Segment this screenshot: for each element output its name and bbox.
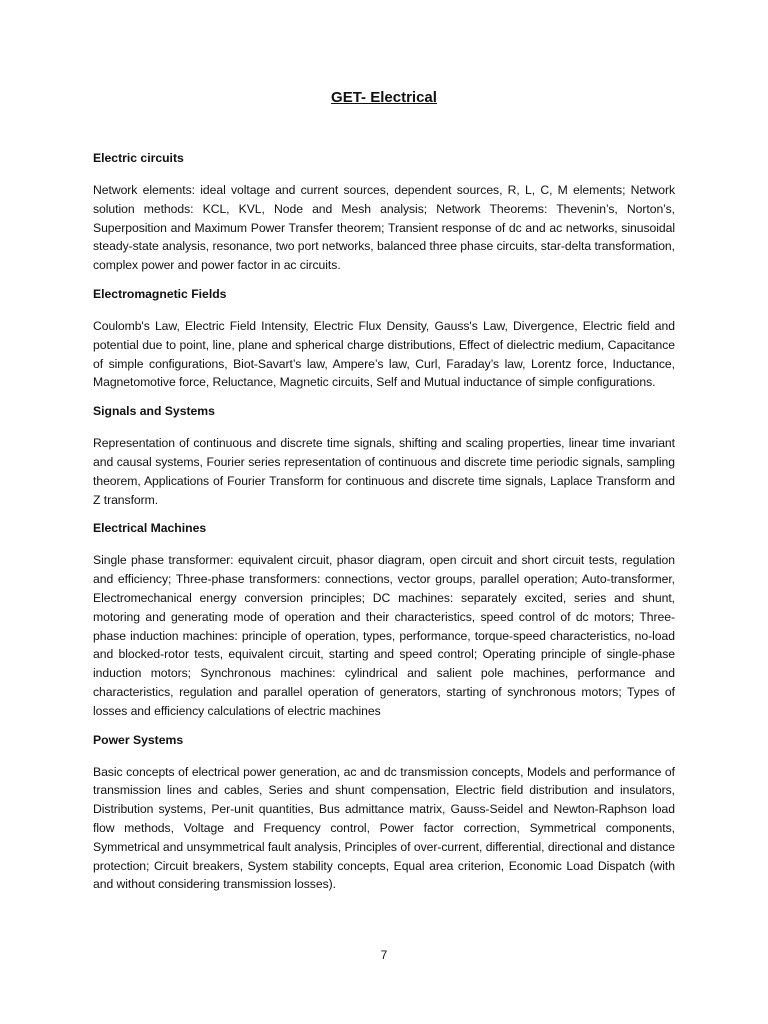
section-power-systems — [93, 732, 675, 895]
section-body: Basic concepts of electrical power generation, ac and dc transmission concepts, Models and performance of transmission lines and cables, Series and shunt compensation, Electric field distribution and insulators, Distribution systems, Per-unit quantities, Bus admittance matrix, Gauss-Seidel and Newton-Raphson load flow methods, Voltage and Frequency control, Power factor correction, Symmetrical components, Symmetrical and unsymmetrical fault analysis, Principles of over-current, differential, directional and distance protection; Circuit breakers, System stability concepts, Equal area criterion, Economic Load Dispatch (with and without considering transmission losses). — [93, 764, 675, 892]
section-heading: Electromagnetic Fields — [93, 286, 227, 301]
section-body: Coulomb's Law, Electric Field Intensity, Electric Flux Density, Gauss's Law, Divergence, Electric field and potential due to point, line, plane and spherical charge distributions, Effect of dielectric medium, Capacitance of simple configurations, Biot-Savart’s law, Ampere’s law, Curl, Faraday’s law, Lorentz force, Inductance, Magnetomotive force, Reluctance, Magnetic circuits, Self and Mutual inductance of simple configurations. — [93, 318, 675, 390]
section-electromagnetic-fields — [93, 286, 675, 392]
section-heading: Electric circuits — [93, 151, 184, 165]
section-body: Representation of continuous and discrete time signals, shifting and scaling properties, linear time invariant and causal systems, Fourier series representation of continuous and discrete time periodic signals, sampling theorem, Applications of Fourier Transform for continuous and discrete time signals, Laplace Transform and Z transform. — [93, 436, 675, 507]
document-title: GET- Electrical — [331, 89, 437, 106]
section-electric-circuits — [93, 150, 675, 275]
section-electrical-machines — [93, 520, 675, 720]
section-heading: Electrical Machines — [93, 521, 207, 536]
section-heading: Power Systems — [93, 732, 184, 747]
section-body: Single phase transformer: equivalent circuit, phasor diagram, open circuit and short circuit tests, regulation and efficiency; Three-phase transformers: connections, vector groups, parallel operation; Auto-transformer, Electromechanical energy conversion principles; DC machines: separately excited, series and shunt, motoring and generating mode of operation and their characteristics, speed control of dc motors; Three-phase induction machines: principle of operation, types, performance, torque-speed characteristics, no-load and blocked-rotor tests, equivalent circuit, starting and speed control; Operating principle of single-phase induction motors; Synchronous machines: cylindrical and salient pole machines, performance and characteristics, regulation and parallel operation of generators, starting of synchronous motors; Types of losses and efficiency calculations of electric machines — [93, 553, 675, 718]
document-content — [93, 150, 675, 905]
section-heading: Signals and Systems — [93, 404, 215, 419]
section-body: Network elements: ideal voltage and current sources, dependent sources, R, L, C, M elements; Network solution methods: KCL, KVL, Node and Mesh analysis; Network Theorems: Thevenin’s, Norton’s, Superposition and Maximum Power Transfer theorem; Transient response of dc and ac networks, sinusoidal steady-state analysis, resonance, two port networks, balanced three phase circuits, star-delta transformation, complex power and power factor in ac circuits. — [93, 183, 675, 273]
section-signals-and-systems — [93, 403, 675, 509]
page-number: 7 — [380, 948, 388, 962]
document-page — [93, 0, 675, 1024]
